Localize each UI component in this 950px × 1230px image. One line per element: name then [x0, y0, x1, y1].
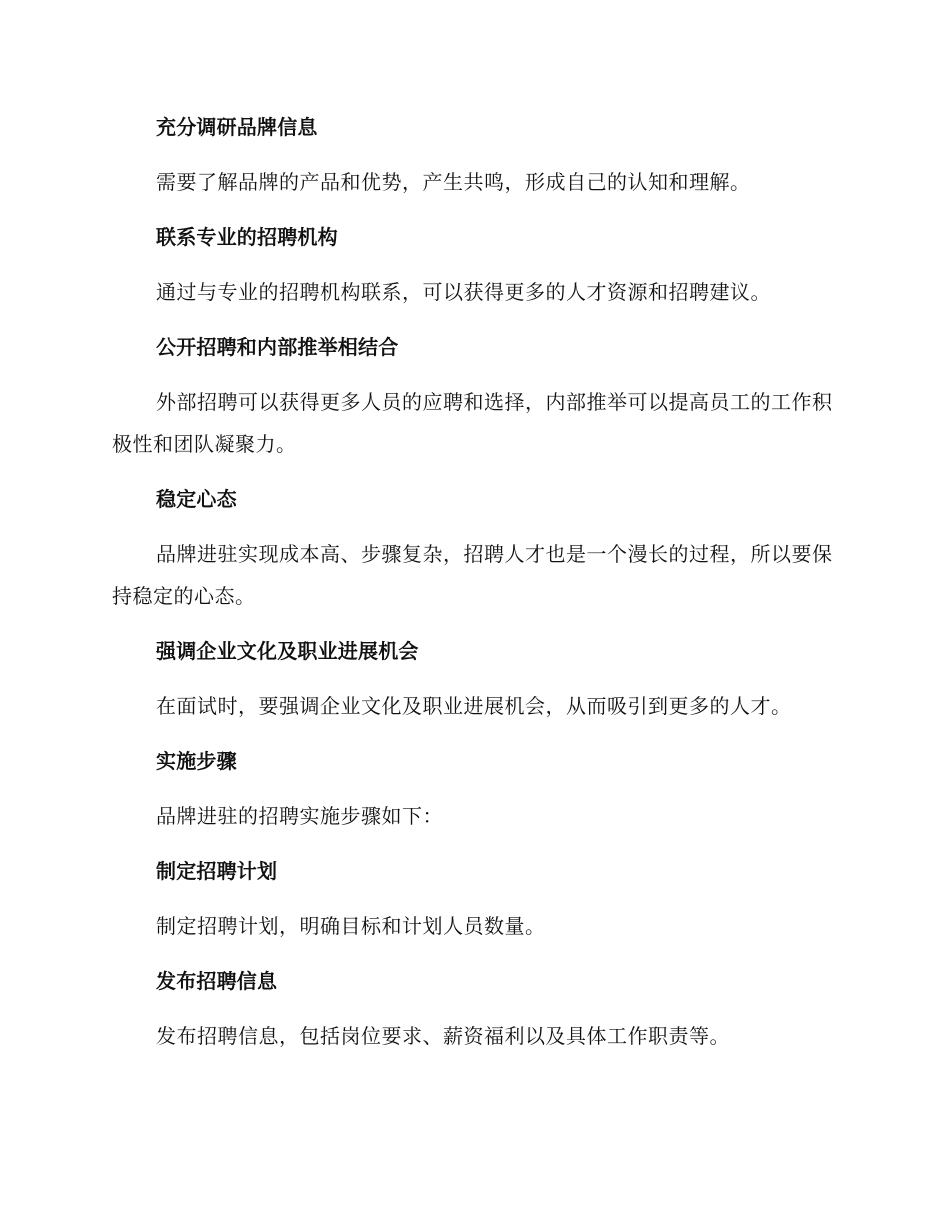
section-paragraph: 发布招聘信息，包括岗位要求、薪资福利以及具体工作职责等。 [156, 1024, 730, 1048]
section-paragraph: 品牌进驻实现成本高、步骤复杂，招聘人才也是一个漫长的过程，所以要保持稳定的心态。 [112, 542, 833, 608]
section-paragraph: 制定招聘计划，明确目标和计划人员数量。 [156, 914, 546, 938]
section-heading: 制定招聘计划 [156, 859, 278, 883]
section-paragraph: 在面试时，要强调企业文化及职业进展机会，从而吸引到更多的人才。 [156, 694, 792, 718]
section-heading: 公开招聘和内部推举相结合 [156, 335, 399, 359]
section-heading: 实施步骤 [156, 749, 237, 773]
section-heading: 稳定心态 [156, 487, 237, 511]
section-heading: 发布招聘信息 [156, 969, 278, 993]
section-paragraph: 需要了解品牌的产品和优势，产生共鸣，形成自己的认知和理解。 [156, 170, 751, 194]
section-paragraph: 通过与专业的招聘机构联系，可以获得更多的人才资源和招聘建议。 [156, 280, 771, 304]
section-heading: 充分调研品牌信息 [156, 115, 318, 139]
section-paragraph: 品牌进驻的招聘实施步骤如下： [156, 804, 443, 828]
section-heading: 联系专业的招聘机构 [156, 225, 338, 249]
section-paragraph: 外部招聘可以获得更多人员的应聘和选择，内部推举可以提高员工的工作积极性和团队凝聚力。 [112, 390, 833, 456]
section-heading: 强调企业文化及职业进展机会 [156, 639, 419, 663]
